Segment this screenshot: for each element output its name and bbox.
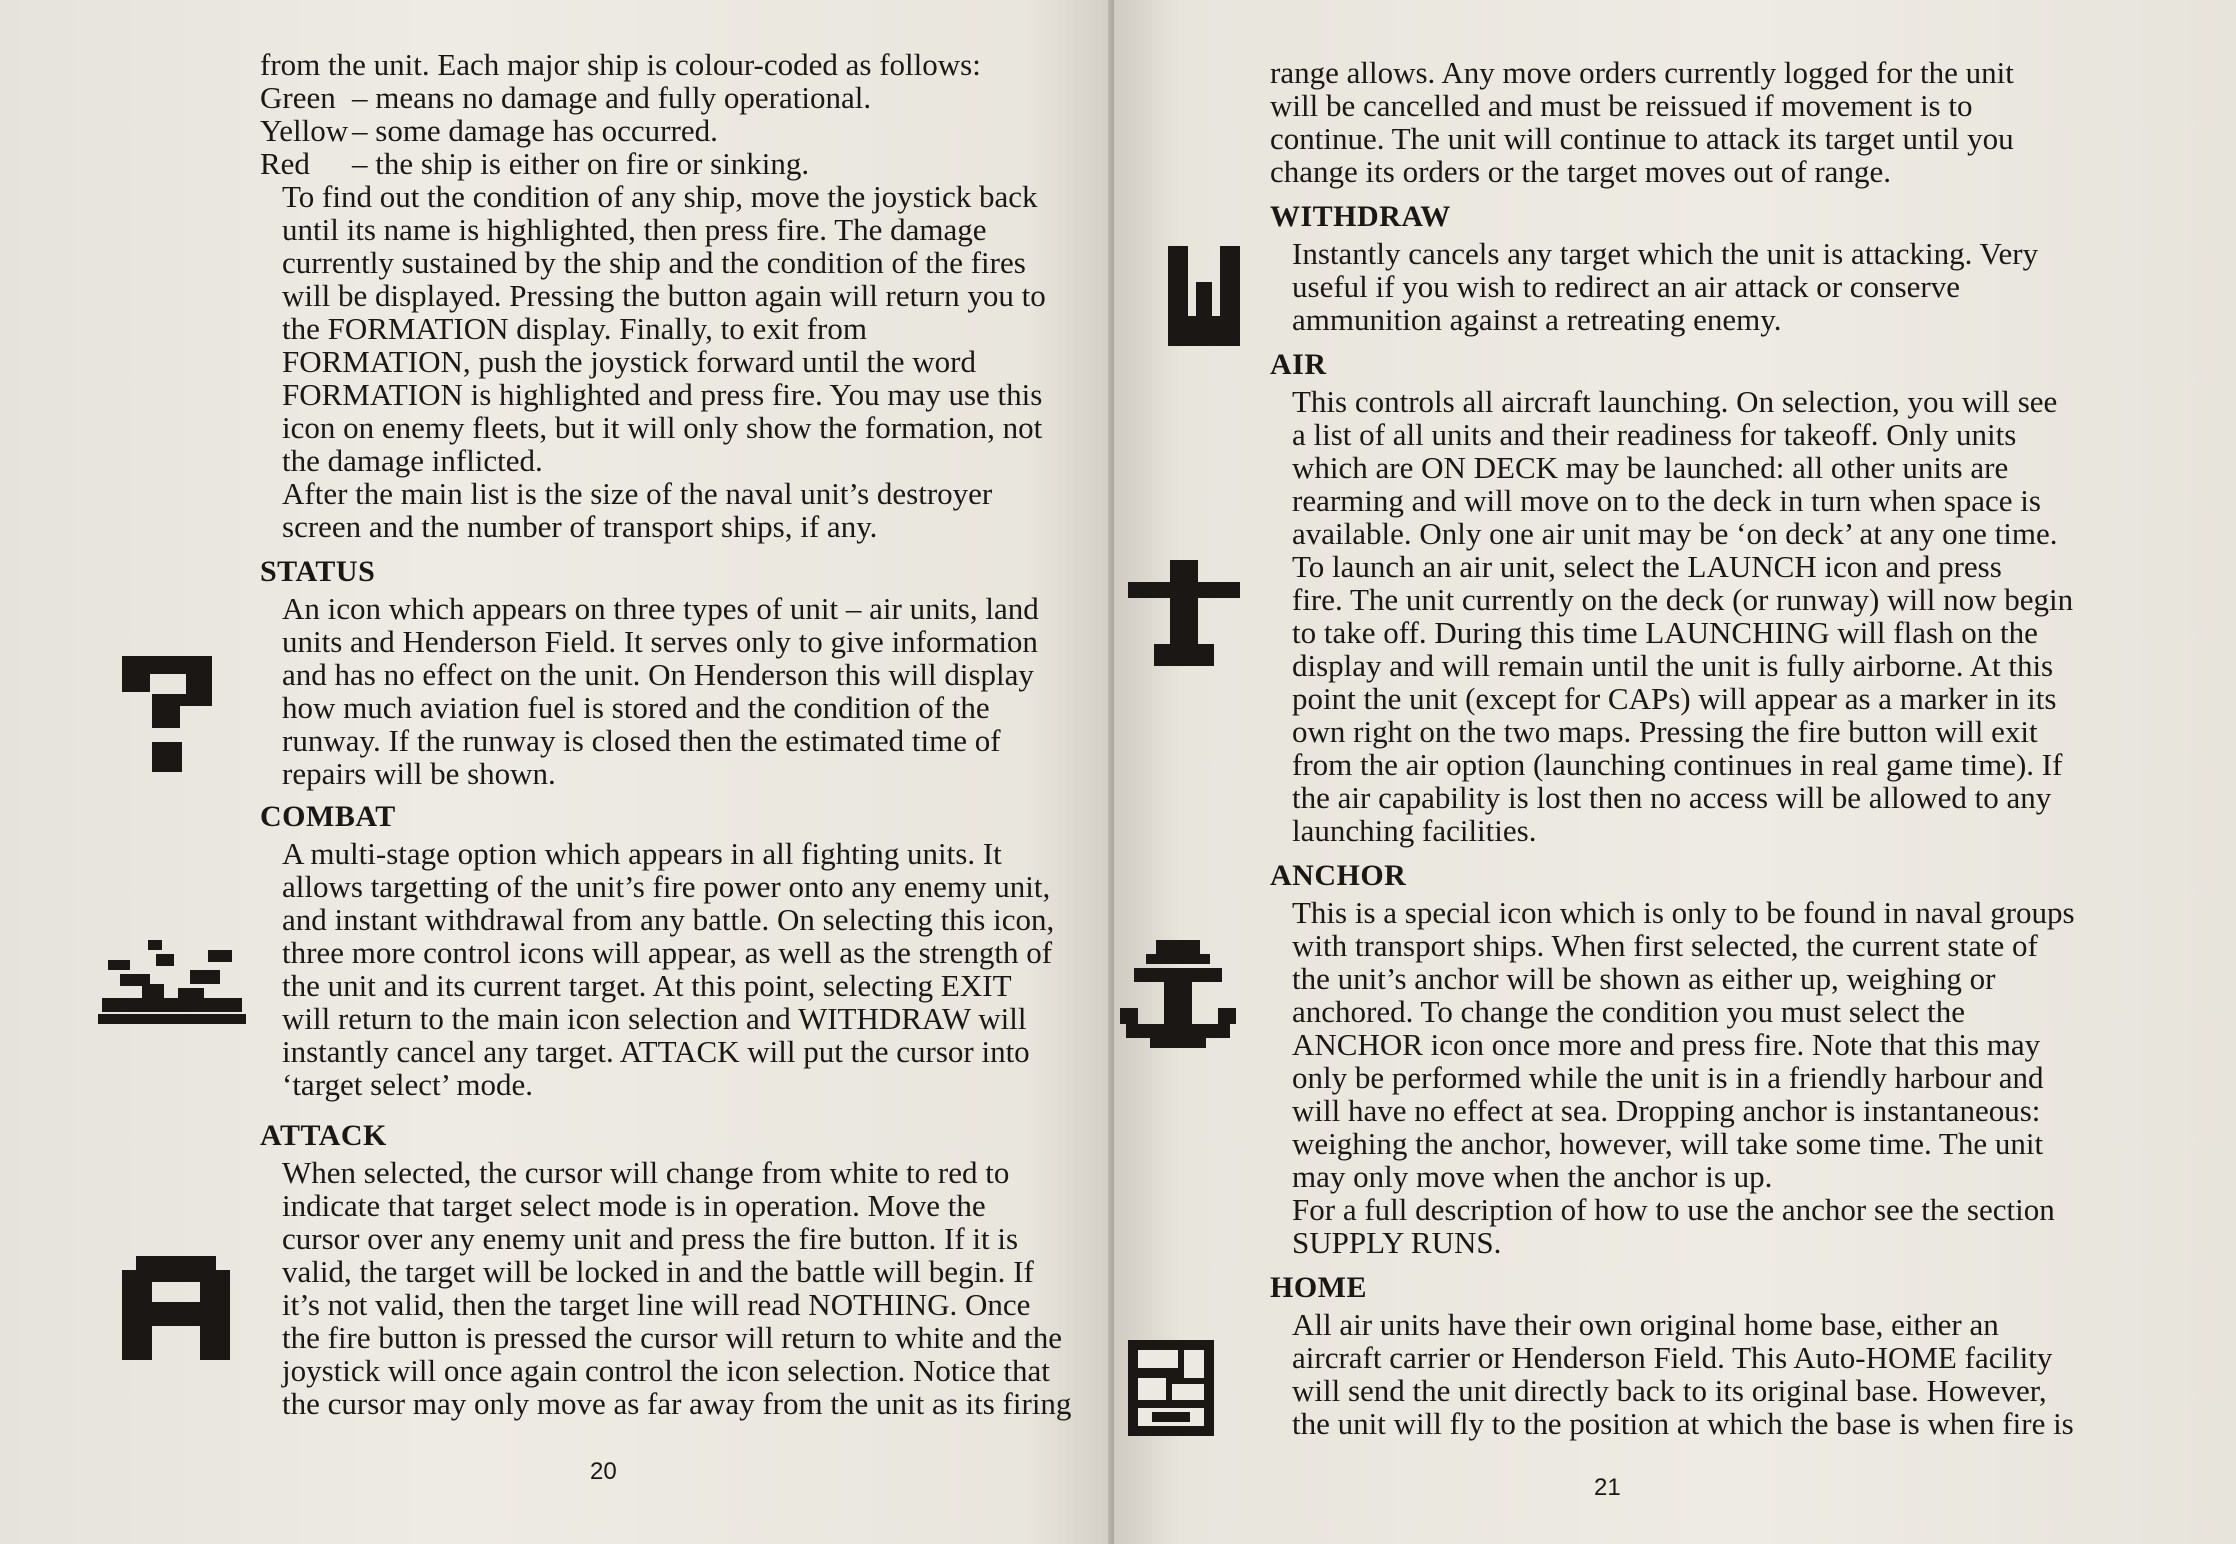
- colour-code-row: [260, 114, 1110, 147]
- air-heading: AIR: [1270, 348, 1327, 381]
- text-line: A multi-stage option which appears in all fighting units. It: [282, 836, 1002, 871]
- attack-text: [260, 1156, 1110, 1420]
- text-line: from the unit. Each major ship is colour-coded as follows:: [260, 47, 981, 82]
- text-line: will have no effect at sea. Dropping anchor is instantaneous:: [1292, 1093, 2041, 1128]
- intro-text: [260, 48, 1110, 81]
- combat-heading: COMBAT: [260, 800, 396, 833]
- page-number: 21: [1594, 1474, 1621, 1501]
- text-line: fire. The unit currently on the deck (or runway) will now begin: [1292, 582, 2074, 617]
- text-line: will be displayed. Pressing the button again will return you to: [282, 278, 1046, 313]
- text-line: the unit and its current target. At this point, selecting EXIT: [282, 968, 1012, 1003]
- text-line: may only move when the anchor is up.: [1292, 1159, 1773, 1194]
- continued-text: [1270, 56, 2230, 188]
- withdraw-heading: WITHDRAW: [1270, 200, 1451, 233]
- text-line: will be cancelled and must be reissued if movement is to: [1270, 88, 1973, 123]
- withdraw-text: [1270, 237, 2230, 336]
- text-line: runway. If the runway is closed then the estimated time of: [282, 723, 1001, 758]
- text-line: rearming and will move on to the deck in turn when space is: [1292, 483, 2041, 518]
- text-line: allows targetting of the unit’s fire power onto any enemy unit,: [282, 869, 1051, 904]
- text-line: An icon which appears on three types of unit – air units, land: [282, 591, 1039, 626]
- text-line: three more control icons will appear, as well as the strength of: [282, 935, 1053, 970]
- text-line: point the unit (except for CAPs) will appear as a marker in its: [1292, 681, 2057, 716]
- text-line: units and Henderson Field. It serves only to give information: [282, 624, 1038, 659]
- text-line: which are ON DECK may be launched: all other units are: [1292, 450, 2009, 485]
- anchor-icon: [1120, 940, 1236, 1050]
- text-line: currently sustained by the ship and the condition of the fires: [282, 245, 1026, 280]
- colour-desc: – the ship is either on fire or sinking.: [352, 146, 810, 181]
- text-line: weighing the anchor, however, will take some time. The unit: [1292, 1126, 2044, 1161]
- text-line: Instantly cancels any target which the unit is attacking. Very: [1292, 236, 2039, 271]
- home-base-icon: [1128, 1340, 1214, 1436]
- text-line: the unit will fly to the position at which the base is when fire is: [1292, 1406, 2074, 1441]
- text-line: FORMATION, push the joystick forward until the word: [282, 344, 976, 379]
- combat-text: [260, 837, 1110, 1101]
- status-text: [260, 592, 1110, 790]
- colour-code-row: [260, 147, 1110, 180]
- text-line: screen and the number of transport ships, if any.: [282, 509, 878, 544]
- text-line: from the air option (launching continues in real game time). If: [1292, 747, 2063, 782]
- aircraft-icon: [1128, 560, 1240, 670]
- home-text: [1270, 1308, 2230, 1440]
- text-line: to take off. During this time LAUNCHING will flash on the: [1292, 615, 2038, 650]
- colour-desc: – some damage has occurred.: [352, 113, 718, 148]
- text-line: useful if you wish to redirect an air attack or conserve: [1292, 269, 1960, 304]
- left-page: [0, 0, 1114, 1544]
- question-mark-icon: [112, 648, 224, 778]
- text-line: the unit’s anchor will be shown as either up, weighing or: [1292, 961, 1996, 996]
- air-text: [1270, 385, 2230, 550]
- text-line: All air units have their own original home base, either an: [1292, 1307, 1999, 1342]
- text-line: available. Only one air unit may be ‘on deck’ at any one time.: [1292, 516, 2058, 551]
- text-line: only be performed while the unit is in a friendly harbour and: [1292, 1060, 2044, 1095]
- text-line: ammunition against a retreating enemy.: [1292, 302, 1782, 337]
- right-page: [1114, 0, 2236, 1544]
- text-line: FORMATION is highlighted and press fire. You may use this: [282, 377, 1043, 412]
- text-line: SUPPLY RUNS.: [1292, 1225, 1502, 1260]
- text-line: indicate that target select mode is in operation. Move the: [282, 1188, 986, 1223]
- text-line: valid, the target will be locked in and the battle will begin. If: [282, 1254, 1034, 1289]
- colour-name: Green: [260, 80, 336, 115]
- text-line: continue. The unit will continue to attack its target until you: [1270, 121, 2014, 156]
- anchor-text: [1270, 896, 2230, 1193]
- colour-name: Yellow: [260, 113, 349, 148]
- status-heading: STATUS: [260, 555, 376, 588]
- home-heading: HOME: [1270, 1271, 1367, 1304]
- text-line: the air capability is lost then no access will be allowed to any: [1292, 780, 2052, 815]
- right-column: [1270, 56, 2230, 1440]
- text-line: cursor over any enemy unit and press the fire button. If it is: [282, 1221, 1019, 1256]
- text-line: This controls all aircraft launching. On selection, you will see: [1292, 384, 2058, 419]
- colour-code-row: [260, 81, 1110, 114]
- text-line: own right on the two maps. Pressing the fire button will exit: [1292, 714, 2038, 749]
- text-line: instantly cancel any target. ATTACK will put the cursor into: [282, 1034, 1030, 1069]
- air-launch-text: [1270, 550, 2230, 847]
- text-line: the FORMATION display. Finally, to exit from: [282, 311, 867, 346]
- text-line: ‘target select’ mode.: [282, 1067, 534, 1102]
- text-line: and has no effect on the unit. On Henderson this will display: [282, 657, 1034, 692]
- colour-desc: – means no damage and fully operational.: [352, 80, 872, 115]
- colour-code-list: [260, 81, 1110, 180]
- text-line: After the main list is the size of the naval unit’s destroyer: [282, 476, 993, 511]
- text-line: repairs will be shown.: [282, 756, 556, 791]
- text-line: how much aviation fuel is stored and the condition of the: [282, 690, 990, 725]
- text-line: the fire button is pressed the cursor will return to white and the: [282, 1320, 1062, 1355]
- colour-name: Red: [260, 146, 310, 181]
- text-line: will send the unit directly back to its original base. However,: [1292, 1373, 2047, 1408]
- anchor-heading: ANCHOR: [1270, 859, 1407, 892]
- text-line: For a full description of how to use the anchor see the section: [1292, 1192, 2055, 1227]
- text-line: To find out the condition of any ship, move the joystick back: [282, 179, 1038, 214]
- text-line: will return to the main icon selection and WITHDRAW will: [282, 1001, 1027, 1036]
- text-line: with transport ships. When first selected, the current state of: [1292, 928, 2038, 963]
- text-line: a list of all units and their readiness for takeoff. Only units: [1292, 417, 2017, 452]
- text-line: until its name is highlighted, then press fire. The damage: [282, 212, 987, 247]
- letter-a-icon: [122, 1256, 230, 1360]
- explosion-icon: [98, 936, 246, 1028]
- text-line: display and will remain until the unit is fully airborne. At this: [1292, 648, 2054, 683]
- text-line: aircraft carrier or Henderson Field. This Auto-HOME facility: [1292, 1340, 2053, 1375]
- text-line: ANCHOR icon once more and press fire. Note that this may: [1292, 1027, 2041, 1062]
- text-line: joystick will once again control the icon selection. Notice that: [282, 1353, 1050, 1388]
- attack-heading: ATTACK: [260, 1119, 387, 1152]
- text-line: change its orders or the target moves out of range.: [1270, 154, 1891, 189]
- text-line: This is a special icon which is only to be found in naval groups: [1292, 895, 2075, 930]
- text-line: When selected, the cursor will change from white to red to: [282, 1155, 1010, 1190]
- text-line: and instant withdrawal from any battle. On selecting this icon,: [282, 902, 1055, 937]
- left-column: [260, 48, 1110, 1420]
- condition-paragraph: [260, 180, 1110, 477]
- text-line: icon on enemy fleets, but it will only show the formation, not: [282, 410, 1043, 445]
- letter-w-icon: [1168, 246, 1240, 346]
- text-line: it’s not valid, then the target line will read NOTHING. Once: [282, 1287, 1031, 1322]
- text-line: the cursor may only move as far away from the unit as its firing: [282, 1386, 1072, 1421]
- text-line: To launch an air unit, select the LAUNCH icon and press: [1292, 549, 2002, 584]
- page-number: 20: [590, 1458, 617, 1485]
- text-line: launching facilities.: [1292, 813, 1537, 848]
- anchor-see-also-text: [1270, 1193, 2230, 1259]
- text-line: range allows. Any move orders currently logged for the unit: [1270, 55, 2014, 90]
- after-list-paragraph: [260, 477, 1110, 543]
- text-line: anchored. To change the condition you must select the: [1292, 994, 1966, 1029]
- text-line: the damage inflicted.: [282, 443, 543, 478]
